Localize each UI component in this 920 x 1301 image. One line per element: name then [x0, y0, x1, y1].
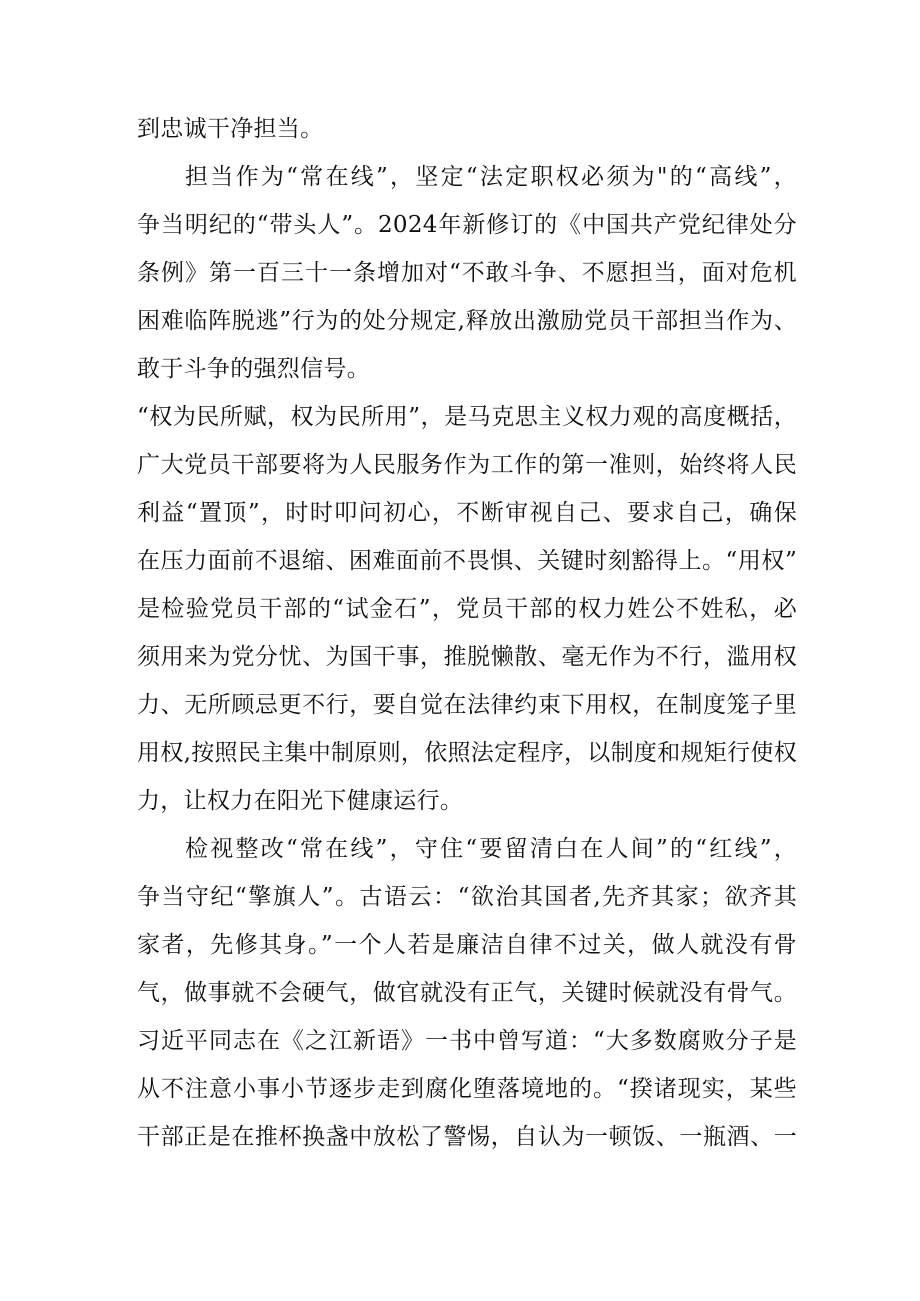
text-line: 争当明纪的“带头人”。2024年新修订的《中国共产党纪律处分 — [137, 212, 797, 238]
text-line: 争当守纪“擎旗人”。古语云：“欲治其国者,先齐其家；欲齐其 — [137, 884, 797, 910]
text-line: 用权,按照民主集中制原则，依照法定程序，以制度和规矩行使权 — [137, 740, 797, 766]
text-line: 条例》第一百三十一条增加对“不敢斗争、不愿担当，面对危机 — [137, 260, 797, 286]
text-line: 须用来为党分忧、为国干事，推脱懒散、毫无作为不行，滥用权 — [137, 644, 797, 670]
text-line: 从不注意小事小节逐步走到腐化堕落境地的。“揆诸现实，某些 — [137, 1076, 797, 1102]
text-line: 敢于斗争的强烈信号。 — [137, 356, 370, 382]
text-line: 家者，先修其身。”一个人若是廉洁自律不过关，做人就没有骨 — [137, 932, 797, 958]
text-line: 广大党员干部要将为人民服务作为工作的第一准则，始终将人民 — [137, 452, 797, 478]
text-line: 困难临阵脱逃”行为的处分规定,释放出激励党员干部担当作为、 — [137, 308, 797, 334]
paragraph-first-line: 担当作为“常在线”，坚定“法定职权必须为"的“高线”， — [185, 164, 797, 190]
text-line: 在压力面前不退缩、困难面前不畏惧、关键时刻豁得上。“用权” — [137, 548, 797, 574]
text-line: 到忠诚干净担当。 — [137, 116, 324, 142]
text-line: 习近平同志在《之江新语》一书中曾写道：“大多数腐败分子是 — [137, 1028, 797, 1054]
text-line: 气，做事就不会硬气，做官就没有正气，关键时候就没有骨气。 — [137, 980, 797, 1006]
paragraph-first-line: “权为民所赋，权为民所用”，是马克思主义权力观的高度概括， — [137, 404, 797, 430]
text-line: 力，让权力在阳光下健康运行。 — [137, 788, 464, 814]
text-line: 干部正是在推杯换盏中放松了警惕，自认为一顿饭、一瓶酒、一 — [137, 1124, 797, 1150]
text-line: 利益“置顶”，时时叩问初心，不断审视自己、要求自己，确保 — [137, 500, 797, 526]
paragraph-first-line: 检视整改“常在线”，守住“要留清白在人间”的“红线”， — [185, 836, 797, 862]
text-line: 力、无所顾忌更不行，要自觉在法律约束下用权，在制度笼子里 — [137, 692, 797, 718]
text-line: 是检验党员干部的“试金石”，党员干部的权力姓公不姓私，必 — [137, 596, 797, 622]
